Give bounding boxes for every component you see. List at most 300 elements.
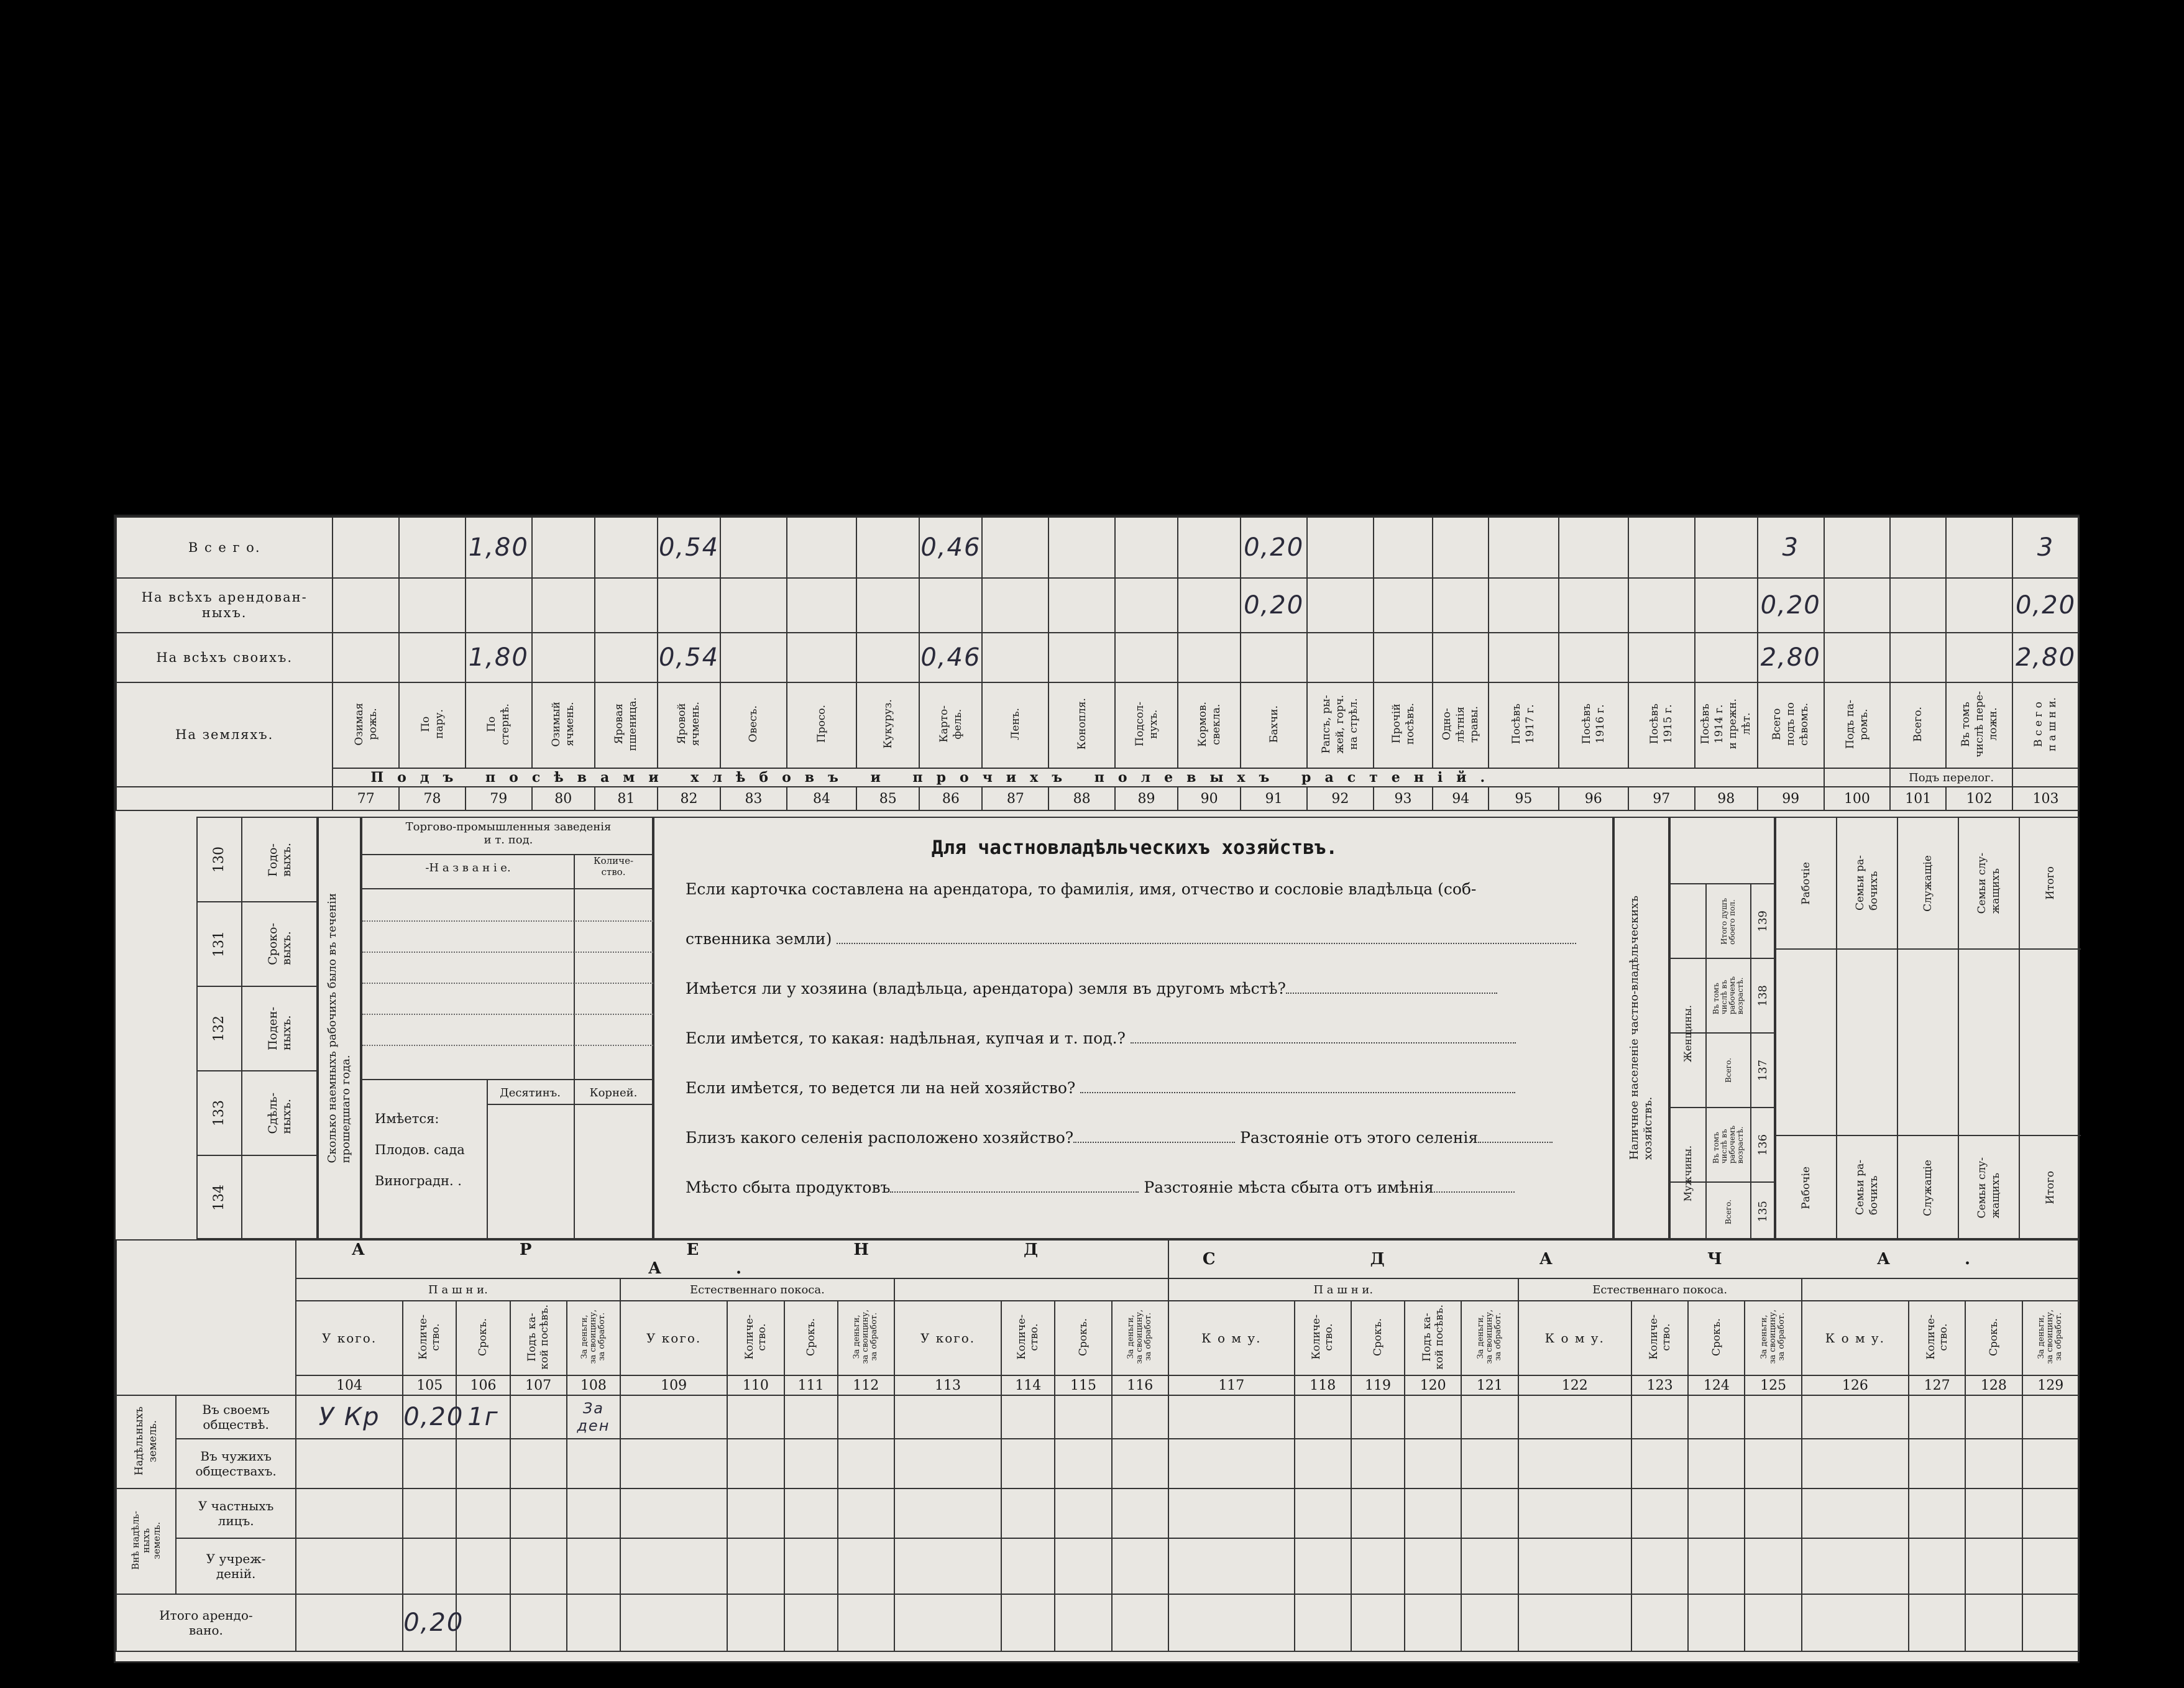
hired-col-133 [198, 1071, 319, 1156]
col-header-80: Озимый ячмень. [532, 682, 595, 768]
worker-col-1 [1837, 818, 1898, 1241]
crops-banner: Подъ посѣвами хлѣбовъ и прочихъ полевыхъ растеній. [333, 768, 1824, 787]
lease-col-number-110: 110 [727, 1375, 784, 1395]
lease-cell [1518, 1538, 1631, 1594]
cell-total-86 [919, 517, 982, 578]
lease-cell [2022, 1488, 2079, 1538]
population-title: Наличное населеніе частно-владѣльческихъ хозяйствъ. [1613, 817, 1669, 1239]
cell-rented-85 [856, 578, 919, 633]
col-header-90: Кормов. свекла. [1178, 682, 1241, 768]
handwritten-value: 1г [467, 1403, 499, 1431]
lease-cell [620, 1395, 727, 1439]
cell-total-88 [1048, 517, 1115, 578]
lease-cell [1351, 1439, 1405, 1488]
lease-cell [1909, 1538, 1965, 1594]
lease-cell [727, 1488, 784, 1538]
lease-cell [456, 1488, 510, 1538]
worker-header-bottom: Семьи слу- жащихъ [1976, 1157, 2002, 1219]
lease-cell [1518, 1439, 1631, 1488]
lease-col-number-111: 111 [784, 1375, 838, 1395]
lease-cell [838, 1538, 894, 1594]
arenda-col-header-115: Срокъ. [1055, 1301, 1111, 1375]
question-other-land: Имѣется ли у хозяина (владѣльца, арендатора) земля въ другомъ мѣстѣ? [686, 979, 1497, 998]
col-number-101: 101 [1890, 787, 1946, 810]
lease-cell [727, 1538, 784, 1594]
cell-own-103 [2012, 633, 2079, 682]
cell-own-90 [1178, 633, 1241, 682]
worker-divider [1776, 1135, 2081, 1136]
lease-cell [403, 1395, 464, 1439]
cell-rented-94 [1433, 578, 1489, 633]
lease-cell [838, 1488, 894, 1538]
lease-cell [567, 1538, 620, 1594]
handwritten-value: 1,80 [468, 643, 529, 672]
cell-rented-98 [1695, 578, 1758, 633]
lease-cell [1631, 1395, 1688, 1439]
sdacha-pokos: Естественнаго покоса. [1518, 1278, 1802, 1301]
hired-col-132 [198, 987, 319, 1071]
trade-name-header: -Н а з в а н і е. [425, 861, 511, 874]
cell-own-78 [399, 633, 466, 682]
fallow-label: Подъ перелог. [1890, 768, 2012, 787]
pop-num-cell: 139 [1756, 910, 1769, 932]
lease-cell [784, 1395, 838, 1439]
col-header-87: Ленъ. [982, 682, 1048, 768]
lease-cell [1688, 1538, 1745, 1594]
lease-cell [1631, 1488, 1688, 1538]
lease-col-number-120: 120 [1405, 1375, 1461, 1395]
col-number-100: 100 [1824, 787, 1891, 810]
arenda-col-header-114: Количе- ство. [1001, 1301, 1055, 1375]
lease-cell [784, 1488, 838, 1538]
col-number-89: 89 [1115, 787, 1178, 810]
lease-cell [1745, 1488, 1801, 1538]
cell-rented-97 [1628, 578, 1695, 633]
col-header-94: Одно- лѣтнія травы. [1433, 682, 1489, 768]
lease-total-cell [620, 1594, 727, 1651]
lease-cell [1295, 1439, 1351, 1488]
lease-cell [567, 1439, 620, 1488]
row-label-own: На всѣхъ своихъ. [116, 633, 333, 682]
sdacha-col-header-123: Количе- ство. [1631, 1301, 1688, 1375]
lease-col-number-119: 119 [1351, 1375, 1405, 1395]
hired-label-cell: Поден- ныхъ. [266, 1006, 293, 1051]
lease-cell [1802, 1488, 1909, 1538]
lease-total-cell [1802, 1594, 1909, 1651]
cell-total-92 [1307, 517, 1374, 578]
banner-fill-103 [2012, 768, 2079, 787]
handwritten-value: 0,20 [403, 1608, 464, 1637]
col-header-97: Посѣвъ 1915 г. [1628, 682, 1695, 768]
lease-col-number-127: 127 [1909, 1375, 1965, 1395]
lease-cell [1461, 1488, 1518, 1538]
worker-header-top: Рабочіе [1800, 861, 1812, 905]
lease-cell [1168, 1395, 1295, 1439]
lease-cell [620, 1488, 727, 1538]
col-header-85: Кукуруз. [856, 682, 919, 768]
worker-header-top: Семьи слу- жащихъ [1976, 852, 2002, 914]
lease-cell [1518, 1488, 1631, 1538]
lease-total-cell [296, 1594, 403, 1651]
col-header-79: По стернѣ. [466, 682, 532, 768]
col-header-89: Подсол- нухъ. [1115, 682, 1178, 768]
handwritten-value: 0,54 [658, 533, 720, 562]
cell-own-89 [1115, 633, 1178, 682]
col-header-101: Всего. [1890, 682, 1946, 768]
handwritten-value: 2,80 [2015, 643, 2076, 672]
hired-label-cell: Сдѣль- ныхъ. [266, 1092, 293, 1134]
lease-cell [1168, 1439, 1295, 1488]
pop-num-cell: 135 [1756, 1201, 1769, 1222]
cell-rented-82 [658, 578, 720, 633]
lease-total-cell [1518, 1594, 1631, 1651]
lease-col-number-123: 123 [1631, 1375, 1688, 1395]
row-label-total: В с е г о. [116, 517, 333, 578]
trade-qty-header: Количе- ство. [593, 855, 634, 878]
col-header-86: Карто- фель. [919, 682, 982, 768]
lease-cell [1688, 1488, 1745, 1538]
lease-cell [567, 1488, 620, 1538]
lease-cell [456, 1395, 510, 1439]
pop-label-cell: Въ томъ числѣ въ рабочемъ возрастѣ. [1705, 1108, 1751, 1181]
lease-cell [567, 1395, 620, 1439]
lease-cell [1112, 1395, 1168, 1439]
lease-col-number-124: 124 [1688, 1375, 1745, 1395]
workers-block [1775, 817, 2080, 1239]
lease-cell [1909, 1439, 1965, 1488]
cell-total-98 [1695, 517, 1758, 578]
lease-cell [1295, 1538, 1351, 1594]
handwritten-value: 0,46 [920, 533, 981, 562]
handwritten-value: 1,80 [468, 533, 529, 562]
col-number-91: 91 [1241, 787, 1307, 810]
cell-own-96 [1559, 633, 1628, 682]
lease-row-label-1: Въ чужихъ обществахъ. [176, 1439, 296, 1488]
col-number-103: 103 [2012, 787, 2079, 810]
col-number-95: 95 [1489, 787, 1558, 810]
lease-col-number-113: 113 [894, 1375, 1001, 1395]
lease-cell [1405, 1538, 1461, 1594]
lease-cell [1001, 1439, 1055, 1488]
col-header-88: Конопля. [1048, 682, 1115, 768]
pop-label-cell: Всего. [1705, 1183, 1751, 1241]
cell-own-95 [1489, 633, 1558, 682]
cell-total-83 [720, 517, 787, 578]
cell-rented-99 [1758, 578, 1824, 633]
cell-total-82 [658, 517, 720, 578]
cell-own-92 [1307, 633, 1374, 682]
lease-col-number-105: 105 [403, 1375, 456, 1395]
lease-cell [1802, 1395, 1909, 1439]
lease-col-number-122: 122 [1518, 1375, 1631, 1395]
lease-cell [1405, 1395, 1461, 1439]
pop-label-cell: Въ томъ числѣ въ рабочемъ возрастѣ. [1705, 959, 1751, 1032]
handwritten-value: 0,20 [2015, 591, 2076, 620]
cell-own-97 [1628, 633, 1695, 682]
lease-col-number-115: 115 [1055, 1375, 1111, 1395]
lease-row-label-3: У учреж- деній. [176, 1538, 296, 1594]
cell-own-101 [1890, 633, 1946, 682]
lease-cell [1112, 1488, 1168, 1538]
lease-cell [2022, 1538, 2079, 1594]
lease-row-label-2: У частныхъ лицъ. [176, 1488, 296, 1538]
cell-total-85 [856, 517, 919, 578]
cell-rented-92 [1307, 578, 1374, 633]
lease-cell [296, 1488, 403, 1538]
arenda-col-header-116: За деньги, за своицину, за обработ. [1112, 1301, 1168, 1375]
trade-title: Торгово-промышленныя заведенія и т. под. [405, 820, 612, 846]
hired-workers-title: Сколько наемныхъ рабочихъ было въ теченіи прошедшаго года. [318, 817, 361, 1239]
arenda-col-header-112: За деньги, за своицину, за обработ. [838, 1301, 894, 1375]
lease-total-cell [1351, 1594, 1405, 1651]
lease-col-number-116: 116 [1112, 1375, 1168, 1395]
handwritten-value: 0,20 [1244, 533, 1305, 562]
lease-col-number-126: 126 [1802, 1375, 1909, 1395]
question-owner: Если карточка составлена на арендатора, то фамилія, имя, отчество и сословіе владѣльца (соб- [686, 880, 1477, 898]
question-owner-cont: ственника земли) [686, 930, 1576, 948]
lease-total-cell [1965, 1594, 2022, 1651]
lease-total-cell [1295, 1594, 1351, 1651]
lease-cell [727, 1395, 784, 1439]
cell-rented-80 [532, 578, 595, 633]
cell-rented-78 [399, 578, 466, 633]
handwritten-value: 2,80 [1760, 643, 1821, 672]
col-header-98: Посѣвъ 1914 г. и прежн. лѣт. [1695, 682, 1758, 768]
lease-col-number-118: 118 [1295, 1375, 1351, 1395]
cell-own-86 [919, 633, 982, 682]
arenda-col-header-104: У кого. [296, 1301, 403, 1375]
lease-col-number-114: 114 [1001, 1375, 1055, 1395]
cell-rented-102 [1946, 578, 2012, 633]
lease-cell [510, 1395, 567, 1439]
arenda-col-header-106: Срокъ. [456, 1301, 510, 1375]
lease-col-number-121: 121 [1461, 1375, 1518, 1395]
lease-cell [1802, 1439, 1909, 1488]
handwritten-value: У Кр [318, 1403, 380, 1431]
lease-cell [296, 1538, 403, 1594]
hired-num-cell: 132 [198, 987, 242, 1070]
cell-total-95 [1489, 517, 1558, 578]
lease-cell [894, 1488, 1001, 1538]
lease-cell [1461, 1395, 1518, 1439]
lease-col-number-108: 108 [567, 1375, 620, 1395]
cell-total-77 [333, 517, 399, 578]
col-header-103: В с е г о п а ш н и. [2012, 682, 2079, 768]
cell-rented-93 [1374, 578, 1433, 633]
hired-col-130 [198, 818, 319, 902]
cell-total-87 [982, 517, 1048, 578]
col-number-102: 102 [1946, 787, 2012, 810]
lease-cell [838, 1439, 894, 1488]
col-number-88: 88 [1048, 787, 1115, 810]
sdacha-col-header-125: За деньги, за своицину, за обработ. [1745, 1301, 1801, 1375]
cell-own-81 [595, 633, 658, 682]
arenda-col-header-108: За деньги, за своицину, за обработ. [567, 1301, 620, 1375]
cell-total-80 [532, 517, 595, 578]
lease-cell [403, 1488, 456, 1538]
cell-own-100 [1824, 633, 1891, 682]
pop-label-cell: Итого душъ обоего пол. [1705, 884, 1751, 958]
lease-cell [403, 1439, 456, 1488]
cell-rented-77 [333, 578, 399, 633]
sdacha-col-header-129: За деньги, за своицину, за обработ. [2022, 1301, 2079, 1375]
sdacha-col-header-120: Подъ ка- кой посѣвъ. [1405, 1301, 1461, 1375]
pop-num-cell: 136 [1756, 1134, 1769, 1156]
col-number-93: 93 [1374, 787, 1433, 810]
cell-total-103 [2012, 517, 2079, 578]
arenda-col-header-107: Подъ ка- кой посѣвъ. [510, 1301, 567, 1375]
col-header-77: Озимая рожь. [333, 682, 399, 768]
lease-cell [1405, 1439, 1461, 1488]
hired-num-cell: 133 [198, 1071, 242, 1155]
lease-col-number-112: 112 [838, 1375, 894, 1395]
lease-cell [1351, 1488, 1405, 1538]
cell-total-96 [1559, 517, 1628, 578]
cell-total-89 [1115, 517, 1178, 578]
cell-rented-100 [1824, 578, 1891, 633]
lease-cell [1351, 1538, 1405, 1594]
cell-total-94 [1433, 517, 1489, 578]
hired-num-cell: 131 [198, 902, 242, 986]
lease-total-cell [2022, 1594, 2079, 1651]
col-number-blank [116, 787, 333, 810]
sdacha-col-header-117: К о м у. [1168, 1301, 1295, 1375]
lease-total-cell [1631, 1594, 1688, 1651]
lease-cell [296, 1395, 403, 1439]
lease-total-cell [1745, 1594, 1801, 1651]
col-number-78: 78 [399, 787, 466, 810]
col-number-97: 97 [1628, 787, 1695, 810]
col-number-80: 80 [532, 787, 595, 810]
cell-rented-89 [1115, 578, 1178, 633]
cell-rented-84 [787, 578, 856, 633]
cell-own-77 [333, 633, 399, 682]
lease-cell [1965, 1488, 2022, 1538]
cell-total-90 [1178, 517, 1241, 578]
lease-cell [1295, 1488, 1351, 1538]
col-number-90: 90 [1178, 787, 1241, 810]
lease-cell [1631, 1439, 1688, 1488]
handwritten-value: 0,20 [403, 1403, 464, 1431]
cell-own-98 [1695, 633, 1758, 682]
pop-label-cell: Всего. [1705, 1034, 1751, 1107]
lease-col-number-128: 128 [1965, 1375, 2022, 1395]
lease-cell [510, 1439, 567, 1488]
cell-rented-88 [1048, 578, 1115, 633]
hired-label-cell: Годо- выхъ. [266, 842, 293, 877]
lease-cell [296, 1439, 403, 1488]
lease-cell [1965, 1538, 2022, 1594]
lease-cell [894, 1395, 1001, 1439]
lease-col-number-106: 106 [456, 1375, 510, 1395]
cell-rented-86 [919, 578, 982, 633]
cell-rented-95 [1489, 578, 1558, 633]
sdacha-col-header-122: К о м у. [1518, 1301, 1631, 1375]
col-number-82: 82 [658, 787, 720, 810]
lease-cell [620, 1439, 727, 1488]
col-number-87: 87 [982, 787, 1048, 810]
lease-col-number-117: 117 [1168, 1375, 1295, 1395]
cell-own-84 [787, 633, 856, 682]
hired-col-134 [198, 1156, 319, 1241]
lease-cell [1518, 1395, 1631, 1439]
handwritten-value: 0,54 [658, 643, 720, 672]
pop-col-139 [1671, 883, 1776, 958]
lease-total-cell [727, 1594, 784, 1651]
sdacha-pashni: П а ш н и. [1168, 1278, 1518, 1301]
lease-col-number-104: 104 [296, 1375, 403, 1395]
col-number-86: 86 [919, 787, 982, 810]
worker-header-bottom: Семьи ра- бочихъ [1854, 1160, 1880, 1216]
lease-cell [1461, 1538, 1518, 1594]
cell-own-93 [1374, 633, 1433, 682]
vineyard-label: Виноградн. . [375, 1173, 462, 1188]
cell-total-99 [1758, 517, 1824, 578]
col-number-79: 79 [466, 787, 532, 810]
cell-total-93 [1374, 517, 1433, 578]
cell-rented-103 [2012, 578, 2079, 633]
cell-own-91 [1241, 633, 1307, 682]
cell-own-85 [856, 633, 919, 682]
pop-num-cell: 137 [1756, 1059, 1769, 1081]
desyatin-header: Десятинъ. [500, 1086, 561, 1099]
sdacha-col-header-124: Срокъ. [1688, 1301, 1745, 1375]
col-header-83: Овесъ. [720, 682, 787, 768]
handwritten-value: За ден [577, 1400, 610, 1434]
lease-cell [1055, 1488, 1111, 1538]
handwritten-value: 0,20 [1760, 591, 1821, 620]
lease-cell [1802, 1538, 1909, 1594]
lease-cell [1688, 1439, 1745, 1488]
lease-cell [1631, 1538, 1688, 1594]
lease-cell [1745, 1538, 1801, 1594]
census-card [114, 515, 2080, 1663]
nadel-group-label: Надѣльныхъ земель. [116, 1395, 176, 1488]
lease-cell [838, 1395, 894, 1439]
col-number-94: 94 [1433, 787, 1489, 810]
col-number-96: 96 [1559, 787, 1628, 810]
lease-total-cell [1001, 1594, 1055, 1651]
pop-num-cell: 138 [1756, 984, 1769, 1007]
cell-total-100 [1824, 517, 1891, 578]
lease-total-cell [894, 1594, 1001, 1651]
cell-own-102 [1946, 633, 2012, 682]
question-farming: Если имѣется, то ведется ли на ней хозяйство? [686, 1079, 1515, 1097]
col-number-81: 81 [595, 787, 658, 810]
worker-header-top: Семьи ра- бочихъ [1854, 855, 1880, 911]
lease-cell [1001, 1395, 1055, 1439]
cell-rented-81 [595, 578, 658, 633]
col-header-91: Бахчи. [1241, 682, 1307, 768]
trade-block [361, 817, 653, 1239]
lease-col-number-125: 125 [1745, 1375, 1801, 1395]
lease-total-cell [1461, 1594, 1518, 1651]
private-owners-block [653, 817, 1613, 1239]
vne-group-label: Внѣ надѣль- ныхъ земель. [116, 1488, 176, 1594]
worker-header-top: Служащіе [1922, 855, 1934, 912]
question-village: Близъ какого селенія расположено хозяйство? Разстояніе отъ этого селенія [686, 1129, 1553, 1147]
middle-section [116, 817, 2080, 1239]
lease-total-cell [456, 1594, 510, 1651]
handwritten-value: 0,46 [920, 643, 981, 672]
handwritten-value: 0,20 [1244, 591, 1305, 620]
cell-total-97 [1628, 517, 1695, 578]
cell-rented-87 [982, 578, 1048, 633]
lease-cell [727, 1439, 784, 1488]
arenda-col-header-109: У кого. [620, 1301, 727, 1375]
lease-cell [456, 1538, 510, 1594]
lease-total-cell [784, 1594, 838, 1651]
